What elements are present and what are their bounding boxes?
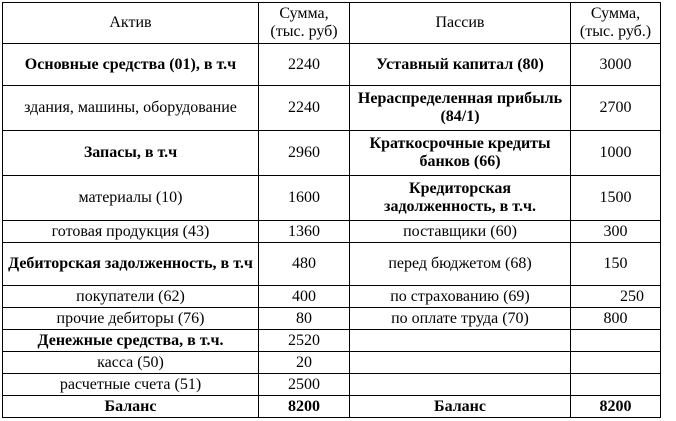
liability-cell xyxy=(350,330,571,352)
asset-cell: готовая продукция (43) xyxy=(3,221,259,243)
asset-value-cell: 2240 xyxy=(259,44,350,86)
table-row xyxy=(3,352,661,374)
table-row xyxy=(3,86,661,131)
liability-value-cell xyxy=(571,330,661,352)
liability-cell xyxy=(350,374,571,396)
table-row xyxy=(3,330,661,352)
asset-value-cell: 20 xyxy=(259,352,350,374)
liability-cell: Уставный капитал (80) xyxy=(350,44,571,86)
table-row xyxy=(3,131,661,176)
table-row xyxy=(3,374,661,396)
asset-cell: расчетные счета (51) xyxy=(3,374,259,396)
liability-total-label: Баланс xyxy=(350,396,571,418)
table-row xyxy=(3,286,661,308)
liability-value-cell: 1500 xyxy=(571,176,661,221)
table-row xyxy=(3,176,661,221)
asset-value-cell: 480 xyxy=(259,243,350,286)
liability-value-cell: 2700 xyxy=(571,86,661,131)
asset-value-cell: 80 xyxy=(259,308,350,330)
table-row xyxy=(3,221,661,243)
liability-value-cell: 250 xyxy=(571,286,661,308)
asset-header: Актив xyxy=(3,3,259,44)
sum-asset-header: Сумма, (тыс. руб) xyxy=(259,3,350,44)
liability-value-cell: 800 xyxy=(571,308,661,330)
asset-cell: материалы (10) xyxy=(3,176,259,221)
table-row xyxy=(3,44,661,86)
header-row xyxy=(3,3,661,44)
asset-cell: касса (50) xyxy=(3,352,259,374)
liability-cell: Кредиторская задолженность, в т.ч. xyxy=(350,176,571,221)
balance-table xyxy=(2,2,661,418)
balance-total-row xyxy=(3,396,661,418)
asset-cell: Дебиторская задолженность, в т.ч xyxy=(3,243,259,286)
asset-value-cell: 2500 xyxy=(259,374,350,396)
liability-cell: Нераспределенная прибыль (84/1) xyxy=(350,86,571,131)
liability-value-cell xyxy=(571,374,661,396)
liability-cell: перед бюджетом (68) xyxy=(350,243,571,286)
liability-cell: Краткосрочные кредиты банков (66) xyxy=(350,131,571,176)
liability-value-cell: 3000 xyxy=(571,44,661,86)
liability-value-cell xyxy=(571,352,661,374)
asset-cell: здания, машины, оборудование xyxy=(3,86,259,131)
asset-cell: Запасы, в т.ч xyxy=(3,131,259,176)
asset-total-label: Баланс xyxy=(3,396,259,418)
asset-value-cell: 2520 xyxy=(259,330,350,352)
asset-value-cell: 2960 xyxy=(259,131,350,176)
asset-value-cell: 1600 xyxy=(259,176,350,221)
asset-total-value: 8200 xyxy=(259,396,350,418)
liability-value-cell: 300 xyxy=(571,221,661,243)
liability-cell xyxy=(350,352,571,374)
liability-value-cell: 150 xyxy=(571,243,661,286)
liability-cell: поставщики (60) xyxy=(350,221,571,243)
asset-cell: покупатели (62) xyxy=(3,286,259,308)
liability-total-value: 8200 xyxy=(571,396,661,418)
asset-cell: Денежные средства, в т.ч. xyxy=(3,330,259,352)
asset-value-cell: 2240 xyxy=(259,86,350,131)
asset-cell: прочие дебиторы (76) xyxy=(3,308,259,330)
sum-liability-header: Сумма, (тыс. руб.) xyxy=(571,3,661,44)
asset-cell: Основные средства (01), в т.ч xyxy=(3,44,259,86)
liability-cell: по оплате труда (70) xyxy=(350,308,571,330)
liability-header: Пассив xyxy=(350,3,571,44)
table-row xyxy=(3,308,661,330)
asset-value-cell: 1360 xyxy=(259,221,350,243)
liability-cell: по страхованию (69) xyxy=(350,286,571,308)
liability-value-cell: 1000 xyxy=(571,131,661,176)
table-row xyxy=(3,243,661,286)
asset-value-cell: 400 xyxy=(259,286,350,308)
